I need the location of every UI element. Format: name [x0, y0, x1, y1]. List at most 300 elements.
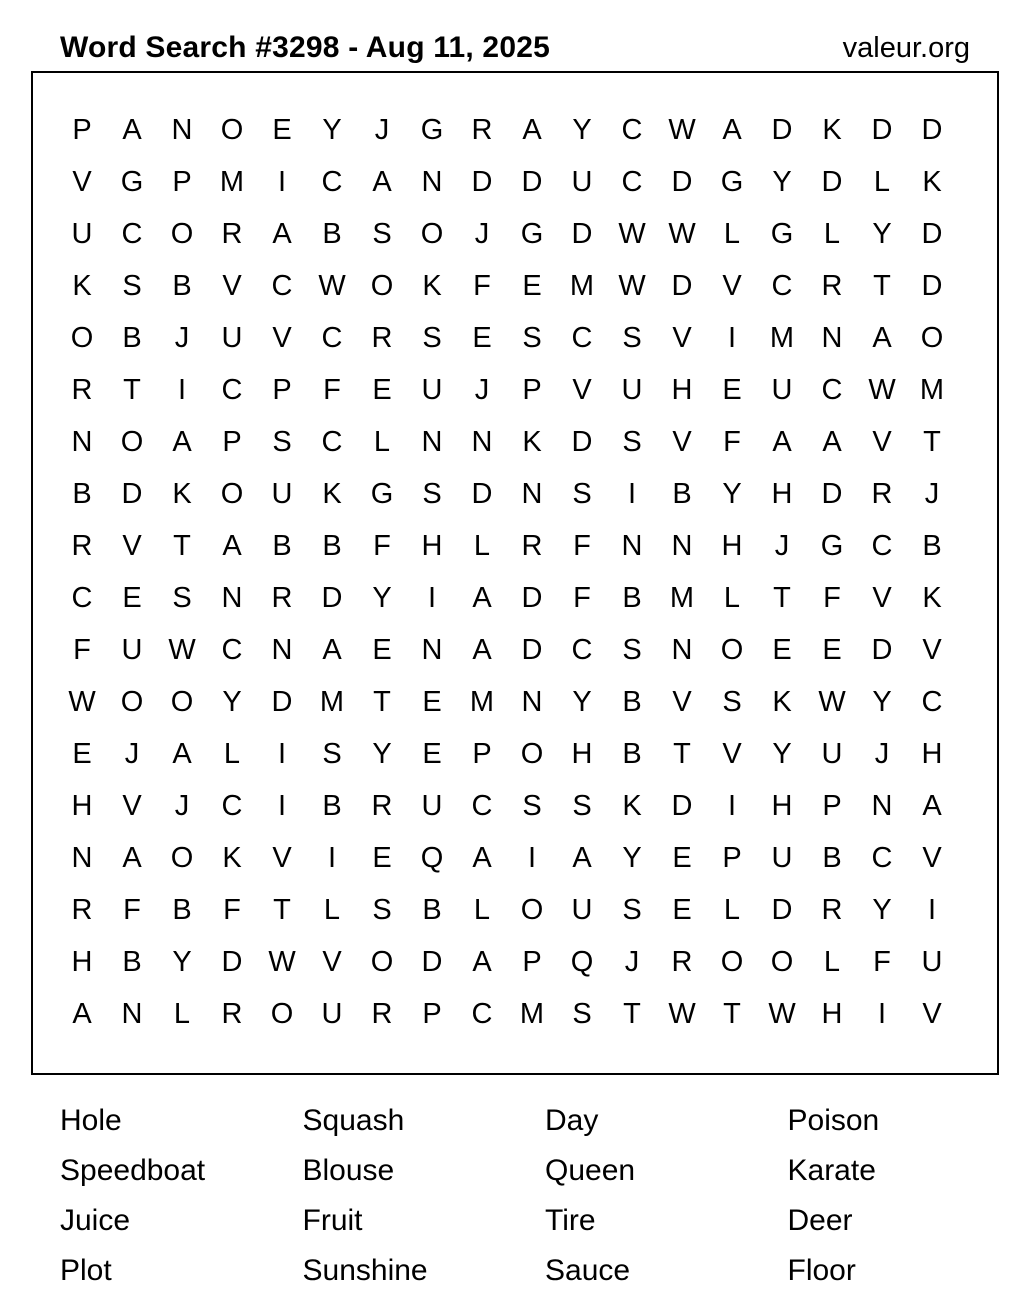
grid-cell: Y — [572, 686, 592, 718]
grid-cell: L — [173, 998, 191, 1030]
grid-cell: N — [421, 426, 443, 458]
grid-cell: S — [722, 686, 742, 718]
grid-cell: S — [572, 478, 592, 510]
word-list-item: Day — [545, 1104, 599, 1137]
grid-cell: C — [871, 842, 893, 874]
grid-cell: D — [571, 426, 593, 458]
grid-cell: M — [919, 374, 945, 406]
grid-cell: U — [621, 374, 643, 406]
grid-cell: C — [221, 634, 243, 666]
grid-cell: W — [768, 998, 796, 1030]
grid-cell: J — [374, 114, 390, 146]
grid-cell: H — [71, 790, 93, 822]
grid-cell: S — [572, 790, 592, 822]
grid-cell: K — [822, 114, 842, 146]
grid-cell: A — [472, 842, 492, 874]
grid-cell: B — [422, 894, 442, 926]
grid-cell: E — [672, 842, 692, 874]
grid-cell: K — [922, 166, 942, 198]
grid-cell: P — [172, 166, 192, 198]
grid-cell: C — [571, 634, 593, 666]
word-list — [60, 1096, 1030, 1296]
grid-cell: N — [871, 790, 893, 822]
grid-cell: J — [774, 530, 790, 562]
grid-cell: E — [422, 686, 442, 718]
grid-cell: B — [322, 790, 342, 822]
grid-cell: I — [277, 790, 287, 822]
grid-cell: M — [519, 998, 545, 1030]
word-list-item: Blouse — [302, 1154, 395, 1187]
grid-cell: H — [771, 478, 793, 510]
grid-cell: U — [71, 218, 93, 250]
grid-cell: O — [520, 738, 544, 770]
grid-cell: B — [272, 530, 292, 562]
grid-cell: E — [672, 894, 692, 926]
grid-cell: A — [822, 426, 842, 458]
word-list-item: Plot — [60, 1254, 112, 1287]
grid-cell: M — [669, 582, 695, 614]
grid-cell: D — [821, 166, 843, 198]
grid-cell: M — [569, 270, 595, 302]
grid-cell: P — [422, 998, 442, 1030]
grid-cell: C — [621, 166, 643, 198]
grid-cell: C — [221, 374, 243, 406]
grid-cell: L — [823, 218, 841, 250]
grid-cell: E — [272, 114, 292, 146]
grid-cell: Q — [420, 842, 444, 874]
grid-cell: U — [771, 374, 793, 406]
grid-cell: L — [323, 894, 341, 926]
grid-cell: A — [722, 114, 742, 146]
grid-cell: T — [673, 738, 691, 770]
grid-cell: A — [272, 218, 292, 250]
grid-cell: J — [874, 738, 890, 770]
grid-cell: G — [120, 166, 144, 198]
grid-cell: C — [271, 270, 293, 302]
grid-cell: P — [472, 738, 492, 770]
grid-cell: R — [521, 530, 543, 562]
grid-cell: O — [270, 998, 294, 1030]
grid-cell: P — [72, 114, 92, 146]
grid-cell: N — [221, 582, 243, 614]
grid-cell: I — [727, 790, 737, 822]
grid-cell: A — [922, 790, 942, 822]
grid-cell: L — [723, 582, 741, 614]
grid-cell: A — [472, 946, 492, 978]
grid-cell: D — [921, 270, 943, 302]
grid-cell: R — [821, 894, 843, 926]
grid-cell: D — [771, 114, 793, 146]
grid-cell: W — [618, 270, 646, 302]
grid-cell: S — [622, 634, 642, 666]
word-list-item: Tire — [545, 1204, 596, 1237]
grid-cell: Y — [222, 686, 242, 718]
grid-cell: F — [873, 946, 891, 978]
grid-cell: N — [271, 634, 293, 666]
grid-cell: I — [877, 998, 887, 1030]
grid-cell: Y — [772, 738, 792, 770]
grid-cell: O — [720, 946, 744, 978]
grid-cell: Y — [872, 686, 892, 718]
grid-cell: V — [722, 270, 742, 302]
grid-cell: L — [823, 946, 841, 978]
grid-cell: O — [170, 218, 194, 250]
grid-cell: W — [668, 998, 696, 1030]
grid-cell: S — [372, 218, 392, 250]
grid-cell: V — [122, 530, 142, 562]
grid-cell: N — [621, 530, 643, 562]
grid-cell: R — [71, 530, 93, 562]
site-name: valeur.org — [842, 32, 970, 64]
grid-cell: T — [273, 894, 291, 926]
grid-cell: E — [72, 738, 92, 770]
grid-cell: C — [821, 374, 843, 406]
grid-cell: U — [921, 946, 943, 978]
grid-cell: I — [327, 842, 337, 874]
grid-cell: U — [571, 894, 593, 926]
grid-cell: K — [222, 842, 242, 874]
grid-cell: R — [221, 218, 243, 250]
grid-cell: D — [921, 114, 943, 146]
grid-cell: N — [521, 686, 543, 718]
letter-grid — [57, 104, 957, 1040]
grid-cell: E — [472, 322, 492, 354]
grid-cell: C — [321, 322, 343, 354]
grid-cell: O — [220, 114, 244, 146]
grid-cell: F — [573, 530, 591, 562]
grid-cell: G — [370, 478, 394, 510]
grid-cell: U — [271, 478, 293, 510]
grid-cell: D — [121, 478, 143, 510]
grid-cell: O — [770, 946, 794, 978]
word-list-item: Karate — [787, 1154, 876, 1187]
grid-cell: I — [527, 842, 537, 874]
grid-cell: I — [927, 894, 937, 926]
grid-cell: A — [472, 634, 492, 666]
grid-cell: V — [922, 998, 942, 1030]
grid-cell: D — [521, 634, 543, 666]
grid-cell: N — [71, 426, 93, 458]
grid-cell: K — [172, 478, 192, 510]
grid-cell: H — [771, 790, 793, 822]
grid-cell: U — [821, 738, 843, 770]
grid-cell: B — [922, 530, 942, 562]
grid-cell: T — [923, 426, 941, 458]
grid-cell: O — [420, 218, 444, 250]
grid-cell: U — [321, 998, 343, 1030]
grid-cell: O — [120, 686, 144, 718]
grid-cell: S — [522, 790, 542, 822]
grid-cell: V — [722, 738, 742, 770]
grid-cell: J — [474, 374, 490, 406]
word-list-item: Sauce — [545, 1254, 631, 1287]
grid-cell: R — [371, 322, 393, 354]
grid-cell: L — [873, 166, 891, 198]
grid-cell: V — [572, 374, 592, 406]
grid-cell: E — [372, 634, 392, 666]
grid-cell: O — [920, 322, 944, 354]
grid-cell: Q — [570, 946, 594, 978]
grid-cell: D — [871, 114, 893, 146]
grid-cell: D — [571, 218, 593, 250]
grid-cell: H — [821, 998, 843, 1030]
grid-cell: E — [372, 842, 392, 874]
grid-cell: S — [622, 322, 642, 354]
grid-cell: C — [321, 426, 343, 458]
grid-cell: A — [872, 322, 892, 354]
grid-cell: C — [71, 582, 93, 614]
grid-cell: T — [773, 582, 791, 614]
grid-cell: E — [122, 582, 142, 614]
grid-cell: A — [122, 114, 142, 146]
grid-cell: F — [723, 426, 741, 458]
grid-cell: E — [372, 374, 392, 406]
grid-cell: U — [121, 634, 143, 666]
grid-cell: W — [868, 374, 896, 406]
grid-cell: V — [672, 686, 692, 718]
grid-cell: N — [171, 114, 193, 146]
grid-cell: W — [318, 270, 346, 302]
grid-cell: N — [821, 322, 843, 354]
grid-cell: Y — [372, 738, 392, 770]
grid-cell: D — [921, 218, 943, 250]
grid-cell: W — [818, 686, 846, 718]
grid-cell: P — [522, 374, 542, 406]
grid-cell: C — [221, 790, 243, 822]
grid-cell: M — [219, 166, 245, 198]
grid-cell: R — [271, 582, 293, 614]
grid-cell: G — [720, 166, 744, 198]
grid-cell: U — [771, 842, 793, 874]
grid-cell: O — [220, 478, 244, 510]
grid-cell: P — [222, 426, 242, 458]
grid-cell: A — [72, 998, 92, 1030]
grid-cell: I — [177, 374, 187, 406]
grid-cell: K — [922, 582, 942, 614]
grid-cell: S — [172, 582, 192, 614]
grid-cell: A — [322, 634, 342, 666]
grid-cell: M — [319, 686, 345, 718]
grid-cell: P — [722, 842, 742, 874]
grid-cell: E — [822, 634, 842, 666]
grid-cell: B — [122, 946, 142, 978]
grid-cell: K — [322, 478, 342, 510]
grid-cell: B — [622, 738, 642, 770]
grid-cell: D — [521, 582, 543, 614]
grid-cell: T — [123, 374, 141, 406]
grid-cell: I — [277, 166, 287, 198]
grid-cell: O — [370, 270, 394, 302]
grid-cell: D — [221, 946, 243, 978]
grid-cell: A — [372, 166, 392, 198]
grid-cell: O — [720, 634, 744, 666]
grid-cell: Y — [772, 166, 792, 198]
grid-cell: F — [323, 374, 341, 406]
puzzle-title: Word Search #3298 - Aug 11, 2025 — [60, 31, 550, 64]
grid-cell: H — [421, 530, 443, 562]
grid-cell: A — [122, 842, 142, 874]
grid-cell: G — [770, 218, 794, 250]
grid-cell: C — [921, 686, 943, 718]
grid-cell: T — [723, 998, 741, 1030]
grid-cell: L — [473, 530, 491, 562]
grid-cell: N — [521, 478, 543, 510]
grid-cell: J — [174, 322, 190, 354]
grid-cell: U — [421, 374, 443, 406]
grid-cell: D — [871, 634, 893, 666]
grid-cell: B — [322, 530, 342, 562]
grid-cell: T — [373, 686, 391, 718]
grid-cell: M — [769, 322, 795, 354]
grid-cell: E — [772, 634, 792, 666]
grid-cell: R — [371, 790, 393, 822]
grid-cell: D — [671, 270, 693, 302]
grid-cell: Y — [622, 842, 642, 874]
grid-cell: R — [221, 998, 243, 1030]
grid-cell: V — [272, 322, 292, 354]
grid-cell: G — [420, 114, 444, 146]
word-list-item: Floor — [787, 1254, 856, 1287]
grid-cell: B — [672, 478, 692, 510]
grid-cell: C — [871, 530, 893, 562]
grid-cell: A — [172, 426, 192, 458]
grid-cell: M — [469, 686, 495, 718]
grid-cell: H — [671, 374, 693, 406]
grid-cell: S — [522, 322, 542, 354]
word-list-item: Speedboat — [60, 1154, 206, 1187]
grid-cell: B — [72, 478, 92, 510]
grid-cell: B — [822, 842, 842, 874]
grid-cell: C — [321, 166, 343, 198]
grid-cell: O — [170, 686, 194, 718]
grid-cell: V — [272, 842, 292, 874]
grid-cell: J — [124, 738, 140, 770]
grid-cell: R — [471, 114, 493, 146]
grid-cell: C — [771, 270, 793, 302]
grid-cell: U — [571, 166, 593, 198]
grid-cell: S — [122, 270, 142, 302]
grid-cell: F — [473, 270, 491, 302]
grid-cell: J — [924, 478, 940, 510]
grid-cell: J — [474, 218, 490, 250]
grid-cell: F — [373, 530, 391, 562]
grid-cell: B — [172, 894, 192, 926]
grid-cell: I — [427, 582, 437, 614]
grid-cell: D — [421, 946, 443, 978]
grid-cell: N — [71, 842, 93, 874]
grid-cell: K — [422, 270, 442, 302]
grid-cell: H — [721, 530, 743, 562]
grid-cell: D — [821, 478, 843, 510]
grid-cell: Y — [872, 218, 892, 250]
word-list-item: Queen — [545, 1154, 636, 1187]
grid-cell: Y — [372, 582, 392, 614]
grid-cell: S — [322, 738, 342, 770]
word-list-item: Fruit — [302, 1204, 363, 1237]
grid-cell: F — [823, 582, 841, 614]
grid-cell: A — [522, 114, 542, 146]
grid-cell: S — [422, 478, 442, 510]
grid-cell: S — [622, 426, 642, 458]
grid-cell: E — [722, 374, 742, 406]
grid-cell: O — [520, 894, 544, 926]
grid-cell: I — [627, 478, 637, 510]
grid-cell: O — [370, 946, 394, 978]
grid-cell: U — [221, 322, 243, 354]
grid-cell: H — [71, 946, 93, 978]
header — [60, 28, 970, 68]
grid-cell: B — [172, 270, 192, 302]
grid-cell: W — [618, 218, 646, 250]
grid-cell: J — [624, 946, 640, 978]
grid-cell: C — [571, 322, 593, 354]
grid-cell: V — [222, 270, 242, 302]
grid-cell: A — [222, 530, 242, 562]
grid-cell: V — [872, 582, 892, 614]
grid-cell: D — [671, 790, 693, 822]
word-list-item: Squash — [302, 1104, 405, 1137]
grid-cell: D — [671, 166, 693, 198]
grid-cell: R — [821, 270, 843, 302]
grid-cell: Y — [172, 946, 192, 978]
grid-cell: W — [68, 686, 96, 718]
word-list-item: Hole — [60, 1104, 122, 1137]
grid-cell: S — [372, 894, 392, 926]
grid-cell: E — [422, 738, 442, 770]
grid-cell: K — [622, 790, 642, 822]
grid-cell: V — [72, 166, 92, 198]
word-list-item: Sunshine — [302, 1254, 428, 1287]
grid-cell: C — [121, 218, 143, 250]
grid-cell: S — [572, 998, 592, 1030]
grid-cell: K — [72, 270, 92, 302]
grid-cell: H — [571, 738, 593, 770]
grid-cell: P — [822, 790, 842, 822]
grid-cell: H — [921, 738, 943, 770]
grid-cell: L — [723, 218, 741, 250]
grid-cell: C — [471, 998, 493, 1030]
grid-cell: F — [123, 894, 141, 926]
grid-cell: D — [271, 686, 293, 718]
word-list-item: Deer — [787, 1204, 853, 1237]
grid-cell: O — [170, 842, 194, 874]
grid-cell: B — [622, 686, 642, 718]
grid-cell: S — [422, 322, 442, 354]
grid-cell: Y — [572, 114, 592, 146]
grid-cell: R — [71, 894, 93, 926]
grid-cell: R — [371, 998, 393, 1030]
grid-cell: N — [121, 998, 143, 1030]
grid-cell: B — [122, 322, 142, 354]
grid-cell: I — [727, 322, 737, 354]
grid-cell: D — [471, 478, 493, 510]
grid-cell: L — [373, 426, 391, 458]
grid-cell: V — [672, 426, 692, 458]
grid-cell: V — [122, 790, 142, 822]
grid-cell: L — [723, 894, 741, 926]
grid-cell: T — [623, 998, 641, 1030]
grid-cell: J — [174, 790, 190, 822]
grid-cell: V — [922, 634, 942, 666]
grid-cell: N — [471, 426, 493, 458]
grid-cell: A — [772, 426, 792, 458]
grid-cell: L — [473, 894, 491, 926]
grid-cell: G — [820, 530, 844, 562]
grid-cell: V — [922, 842, 942, 874]
grid-cell: C — [621, 114, 643, 146]
grid-cell: P — [522, 946, 542, 978]
grid-cell: V — [672, 322, 692, 354]
